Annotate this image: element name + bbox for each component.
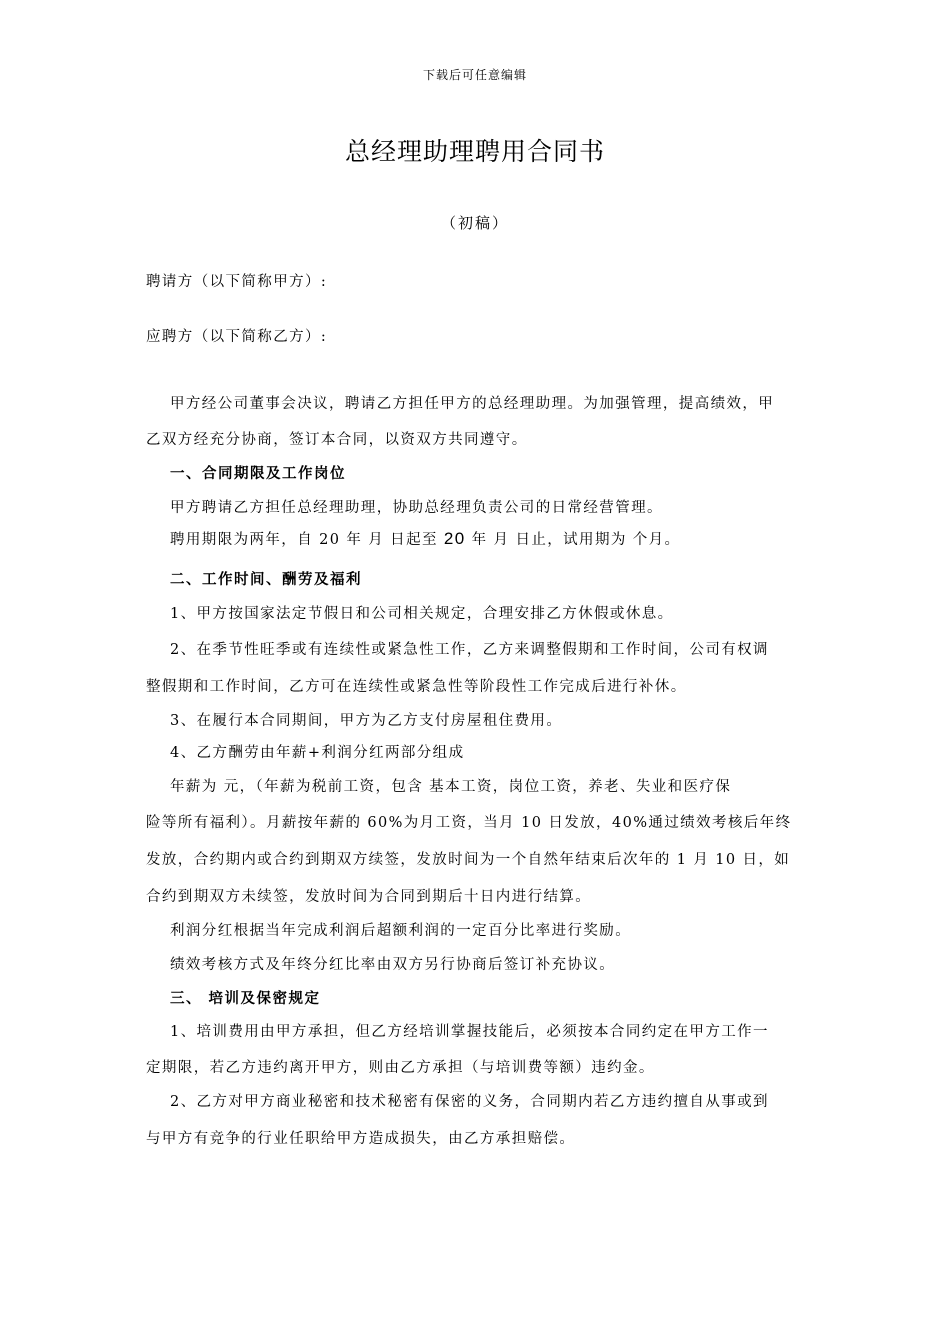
section-2-item-3: 3、在履行本合同期间，甲方为乙方支付房屋租住费用。 [170, 713, 563, 729]
intro-line-1: 甲方经公司董事会决议，聘请乙方担任甲方的总经理助理。为加强管理，提高绩效，甲 [170, 396, 775, 412]
section-3-item-2-line-1: 2、乙方对甲方商业秘密和技术秘密有保密的义务，合同期内若乙方违约擅自从事或到 [170, 1094, 769, 1110]
section-1-term-line [170, 528, 840, 549]
section-3-heading: 三、 培训及保密规定 [170, 991, 321, 1007]
employer-line: 聘请方（以下简称甲方）: [146, 274, 328, 290]
section-1-paragraph-1: 甲方聘请乙方担任总经理助理，协助总经理负责公司的日常经营管理。 [170, 500, 663, 516]
term-text-start: 聘用期限为两年，自 20 年 月 日起至 [170, 532, 444, 548]
profit-sharing-line: 利润分红根据当年完成利润后超额利润的一定百分比率进行奖励。 [170, 923, 632, 939]
intro-line-2: 乙双方经充分协商，签订本合同，以资双方共同遵守。 [146, 432, 528, 448]
section-2-item-4: 4、乙方酬劳由年薪+利润分红两部分组成 [170, 745, 465, 761]
section-3-item-1-line-2: 定期限，若乙方违约离开甲方，则由乙方承担（与培训费等额）违约金。 [146, 1060, 655, 1076]
document-title: 总经理助理聘用合同书 [344, 137, 605, 166]
section-3-item-2-line-2: 与甲方有竞争的行业任职给甲方造成损失，由乙方承担赔偿。 [146, 1131, 576, 1147]
salary-line-2: 险等所有福利）。月薪按年薪的 60%为月工资，当月 10 日发放，40%通过绩效考核后年终 [146, 815, 792, 831]
term-text-end: 年 月 日止，试用期为 个月。 [465, 532, 681, 548]
section-2-item-2-line-2: 整假期和工作时间，乙方可在连续性或紧急性等阶段性工作完成后进行补休。 [146, 679, 687, 695]
header-note: 下载后可任意编辑 [422, 68, 527, 82]
term-year-prefix: 20 [443, 529, 466, 548]
section-1-heading: 一、合同期限及工作岗位 [170, 466, 346, 482]
section-2-heading: 二、工作时间、酬劳及福利 [170, 572, 362, 588]
section-2-item-1: 1、甲方按国家法定节假日和公司相关规定，合理安排乙方休假或休息。 [170, 606, 674, 622]
salary-line-1: 年薪为 元，（年薪为税前工资，包含 基本工资，岗位工资，养老、失业和医疗保 [170, 779, 732, 795]
employee-line: 应聘方（以下简称乙方）: [146, 329, 328, 345]
section-3-item-1-line-1: 1、培训费用由甲方承担，但乙方经培训掌握技能后，必须按本合同约定在甲方工作一 [170, 1024, 769, 1040]
document-subtitle: （初稿） [440, 214, 509, 232]
section-2-item-2-line-1: 2、在季节性旺季或有连续性或紧急性工作，乙方来调整假期和工作时间，公司有权调 [170, 642, 769, 658]
assessment-line: 绩效考核方式及年终分红比率由双方另行协商后签订补充协议。 [170, 957, 616, 973]
salary-line-3: 发放，合约期内或合约到期双方续签，发放时间为一个自然年结束后次年的 1 月 10 日，如 [146, 852, 791, 868]
salary-line-4: 合约到期双方未续签，发放时间为合同到期后十日内进行结算。 [146, 889, 592, 905]
